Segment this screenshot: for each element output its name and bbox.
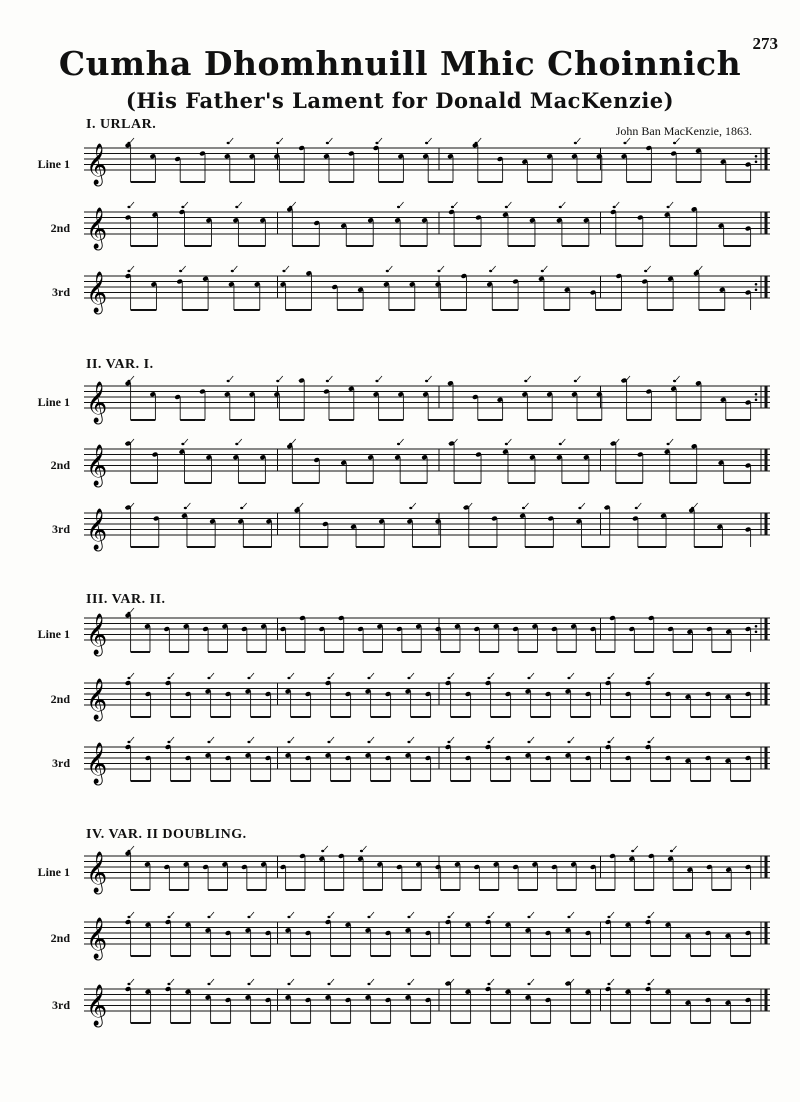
grace-note-flag (491, 979, 494, 983)
treble-clef-icon: 𝄞 (86, 614, 108, 655)
grace-note-flag (508, 202, 511, 206)
grace-note (127, 380, 130, 382)
music-staff (84, 975, 770, 1035)
grace-note-flag (611, 737, 614, 741)
grace-note-flag (329, 138, 332, 142)
grace-note (647, 983, 650, 985)
repeat-dot (755, 393, 758, 396)
grace-note-flag (331, 912, 334, 916)
grace-note (407, 916, 410, 918)
grace-note-flag (171, 979, 174, 983)
grace-note (527, 916, 530, 918)
grace-note-flag (131, 673, 134, 677)
grace-note (522, 507, 525, 509)
grace-note-flag (676, 138, 679, 142)
grace-note-flag (651, 737, 654, 741)
grace-note-flag (371, 912, 374, 916)
section-heading: IV. VAR. II DOUBLING. (86, 827, 247, 842)
grace-note (326, 142, 329, 144)
grace-note (247, 983, 250, 985)
grace-note (167, 983, 170, 985)
grace-note (235, 443, 238, 445)
grace-note-flag (451, 673, 454, 677)
grace-note-flag (131, 138, 134, 142)
grace-note-flag (469, 503, 472, 507)
grace-note-flag (211, 979, 214, 983)
music-staff (84, 499, 770, 559)
grace-note-flag (562, 439, 565, 443)
grace-note (447, 741, 450, 743)
grace-note (127, 142, 130, 144)
repeat-dot (755, 288, 758, 291)
grace-note (127, 916, 130, 918)
treble-clef-icon: 𝄞 (86, 985, 108, 1026)
grace-note (360, 850, 363, 852)
grace-note-flag (627, 138, 630, 142)
grace-note-flag (131, 608, 134, 612)
grace-note-flag (676, 376, 679, 380)
grace-note (505, 443, 508, 445)
treble-clef-icon: 𝄞 (86, 918, 108, 959)
grace-note-flag (291, 737, 294, 741)
grace-note-flag (292, 439, 295, 443)
grace-note (127, 206, 130, 208)
grace-note (207, 677, 210, 679)
grace-note (667, 206, 670, 208)
grace-note-flag (131, 376, 134, 380)
grace-note (327, 983, 330, 985)
grace-note (367, 916, 370, 918)
grace-note-flag (251, 673, 254, 677)
grace-note (407, 677, 410, 679)
grace-note-flag (234, 266, 237, 270)
grace-note (287, 983, 290, 985)
grace-note-flag (577, 138, 580, 142)
grace-note-flag (582, 503, 585, 507)
grace-note (505, 206, 508, 208)
grace-note (437, 270, 440, 272)
grace-note (247, 916, 250, 918)
repeat-dot (755, 625, 758, 628)
music-staff (84, 372, 770, 432)
grace-note (691, 507, 694, 509)
grace-note (578, 507, 581, 509)
grace-note (327, 677, 330, 679)
treble-clef-icon: 𝄞 (86, 852, 108, 893)
grace-note (647, 916, 650, 918)
treble-clef-icon: 𝄞 (86, 509, 108, 550)
grace-note-flag (371, 737, 374, 741)
grace-note (567, 741, 570, 743)
grace-note-flag (300, 503, 303, 507)
grace-note (231, 270, 234, 272)
grace-note-flag (451, 912, 454, 916)
grace-note-flag (525, 503, 528, 507)
music-staff (84, 435, 770, 495)
grace-note (631, 850, 634, 852)
grace-note (673, 142, 676, 144)
grace-note (367, 741, 370, 743)
grace-note-flag (454, 439, 457, 443)
grace-note (167, 741, 170, 743)
grace-note (181, 443, 184, 445)
grace-note-flag (634, 846, 637, 850)
music-staff (84, 908, 770, 968)
grace-note-flag (329, 376, 332, 380)
grace-note-flag (331, 673, 334, 677)
grace-note (167, 677, 170, 679)
grace-note (367, 983, 370, 985)
grace-note (247, 741, 250, 743)
grace-note (276, 142, 279, 144)
grace-note-flag (251, 737, 254, 741)
grace-note-flag (531, 979, 534, 983)
grace-note-flag (291, 979, 294, 983)
grace-note-flag (531, 912, 534, 916)
grace-note (527, 677, 530, 679)
grace-note-flag (292, 202, 295, 206)
grace-note (321, 850, 324, 852)
grace-note-flag (611, 673, 614, 677)
grace-note-flag (286, 266, 289, 270)
grace-note-flag (699, 266, 702, 270)
line-label: 3rd (52, 756, 70, 770)
grace-note-flag (411, 979, 414, 983)
grace-note (527, 983, 530, 985)
grace-note (487, 916, 490, 918)
grace-note (227, 142, 230, 144)
grace-note-flag (131, 912, 134, 916)
grace-note (487, 677, 490, 679)
grace-note-flag (187, 503, 190, 507)
treble-clef-icon: 𝄞 (86, 445, 108, 486)
grace-note (227, 380, 230, 382)
line-label: 3rd (52, 998, 70, 1012)
grace-note (167, 916, 170, 918)
grace-note (524, 380, 527, 382)
grace-note (375, 142, 378, 144)
grace-note-flag (527, 376, 530, 380)
grace-note (559, 443, 562, 445)
grace-note (574, 142, 577, 144)
grace-note (247, 677, 250, 679)
grace-note-flag (185, 439, 188, 443)
grace-note (367, 677, 370, 679)
grace-note (447, 916, 450, 918)
grace-note-flag (647, 266, 650, 270)
grace-note-flag (673, 846, 676, 850)
grace-note (127, 741, 130, 743)
grace-note-flag (131, 202, 134, 206)
grace-note-flag (616, 202, 619, 206)
grace-note-flag (571, 912, 574, 916)
grace-note-flag (324, 846, 327, 850)
grace-note (289, 443, 292, 445)
grace-note-flag (131, 503, 134, 507)
page-title: Cumha Dhomhnuill Mhic Choinnich (58, 44, 742, 83)
grace-note (289, 206, 292, 208)
grace-note (207, 983, 210, 985)
grace-note-flag (279, 376, 282, 380)
grace-note (667, 443, 670, 445)
grace-note (567, 916, 570, 918)
grace-note (425, 380, 428, 382)
grace-note-flag (562, 202, 565, 206)
grace-note-flag (291, 912, 294, 916)
music-staff (84, 669, 770, 729)
grace-note-flag (651, 673, 654, 677)
grace-note (475, 142, 478, 144)
grace-note (559, 206, 562, 208)
treble-clef-icon: 𝄞 (86, 382, 108, 423)
grace-note-flag (428, 376, 431, 380)
repeat-dot (755, 155, 758, 158)
grace-note (326, 380, 329, 382)
treble-clef-icon: 𝄞 (86, 144, 108, 185)
grace-note-flag (171, 737, 174, 741)
grace-note-flag (571, 737, 574, 741)
grace-note (409, 507, 412, 509)
grace-note-flag (211, 912, 214, 916)
grace-note-flag (670, 439, 673, 443)
music-staff (84, 733, 770, 793)
grace-note-flag (379, 138, 382, 142)
grace-note-flag (131, 979, 134, 983)
grace-note (487, 983, 490, 985)
grace-note (127, 850, 130, 852)
repeat-dot (755, 398, 758, 401)
grace-note (287, 916, 290, 918)
grace-note-flag (441, 266, 444, 270)
music-staff (84, 198, 770, 258)
grace-note-flag (571, 673, 574, 677)
grace-note-flag (131, 266, 134, 270)
treble-clef-icon: 𝄞 (86, 743, 108, 784)
grace-note (623, 142, 626, 144)
music-staff (84, 134, 770, 194)
line-label: 3rd (52, 522, 70, 536)
grace-note-flag (531, 673, 534, 677)
grace-note-flag (131, 737, 134, 741)
treble-clef-icon: 𝄞 (86, 272, 108, 313)
grace-note-flag (211, 737, 214, 741)
grace-note (647, 741, 650, 743)
grace-note-flag (651, 979, 654, 983)
grace-note (127, 612, 130, 614)
line-label: Line 1 (37, 157, 70, 171)
line-label: 3rd (52, 285, 70, 299)
grace-note (644, 270, 647, 272)
line-label: 2nd (50, 692, 70, 706)
grace-note (179, 270, 182, 272)
grace-note (613, 206, 616, 208)
grace-note (184, 507, 187, 509)
grace-note-flag (131, 846, 134, 850)
grace-note-flag (185, 202, 188, 206)
grace-note-flag (616, 439, 619, 443)
line-label: Line 1 (37, 865, 70, 879)
grace-note (527, 741, 530, 743)
grace-note-flag (491, 737, 494, 741)
grace-note-flag (411, 673, 414, 677)
grace-note (489, 270, 492, 272)
line-label: Line 1 (37, 627, 70, 641)
music-staff (84, 262, 770, 322)
grace-note-flag (400, 202, 403, 206)
music-staff (84, 842, 770, 902)
grace-note-flag (611, 979, 614, 983)
grace-note-flag (428, 138, 431, 142)
grace-note-flag (279, 138, 282, 142)
grace-note (696, 270, 699, 272)
grace-note-flag (251, 979, 254, 983)
grace-note (673, 380, 676, 382)
grace-note-flag (454, 202, 457, 206)
grace-note (541, 270, 544, 272)
grace-note (670, 850, 673, 852)
grace-note-flag (238, 439, 241, 443)
grace-note (235, 206, 238, 208)
grace-note-flag (363, 846, 366, 850)
grace-note-flag (451, 979, 454, 983)
grace-note-flag (412, 503, 415, 507)
grace-note-flag (171, 673, 174, 677)
grace-note (567, 677, 570, 679)
grace-note-flag (131, 439, 134, 443)
grace-note-flag (371, 673, 374, 677)
grace-note-flag (291, 673, 294, 677)
grace-note-flag (230, 138, 233, 142)
page-subtitle: (His Father's Lament for Donald MacKenzie) (125, 88, 675, 113)
grace-note (607, 741, 610, 743)
grace-note (127, 270, 130, 272)
line-label: 2nd (50, 458, 70, 472)
grace-note-flag (478, 138, 481, 142)
grace-note-flag (544, 266, 547, 270)
grace-note (127, 983, 130, 985)
grace-note-flag (508, 439, 511, 443)
grace-note-flag (491, 673, 494, 677)
treble-clef-icon: 𝄞 (86, 679, 108, 720)
grace-note-flag (571, 979, 574, 983)
grace-note (181, 206, 184, 208)
grace-note (375, 380, 378, 382)
grace-note-flag (171, 912, 174, 916)
grace-note-flag (331, 737, 334, 741)
treble-clef-icon: 𝄞 (86, 208, 108, 249)
grace-note-flag (211, 673, 214, 677)
grace-note-flag (251, 912, 254, 916)
grace-note (296, 507, 299, 509)
grace-note-flag (694, 503, 697, 507)
grace-note (487, 741, 490, 743)
grace-note-flag (243, 503, 246, 507)
repeat-dot (755, 283, 758, 286)
line-label: Line 1 (37, 395, 70, 409)
page-number: 273 (752, 34, 778, 53)
grace-note-flag (611, 912, 614, 916)
music-staff (84, 604, 770, 664)
line-label: 2nd (50, 221, 70, 235)
grace-note-flag (411, 912, 414, 916)
grace-note-flag (651, 912, 654, 916)
grace-note (276, 380, 279, 382)
grace-note-flag (411, 737, 414, 741)
grace-note-flag (491, 912, 494, 916)
grace-note-flag (451, 737, 454, 741)
grace-note (607, 677, 610, 679)
grace-note-flag (531, 737, 534, 741)
grace-note (407, 983, 410, 985)
grace-note (327, 741, 330, 743)
grace-note (287, 677, 290, 679)
grace-note-flag (238, 202, 241, 206)
grace-note (425, 142, 428, 144)
repeat-dot (755, 160, 758, 163)
grace-note (574, 380, 577, 382)
grace-note-flag (371, 979, 374, 983)
grace-note-flag (577, 376, 580, 380)
grace-note (607, 916, 610, 918)
grace-note (207, 916, 210, 918)
grace-note-flag (627, 376, 630, 380)
grace-note-flag (670, 202, 673, 206)
grace-note-flag (400, 439, 403, 443)
grace-note (386, 270, 389, 272)
grace-note-flag (389, 266, 392, 270)
grace-note (451, 206, 454, 208)
grace-note (287, 741, 290, 743)
grace-note (635, 507, 638, 509)
section-heading: II. VAR. I. (86, 357, 154, 372)
grace-note (327, 916, 330, 918)
grace-note-flag (638, 503, 641, 507)
section-heading: III. VAR. II. (86, 592, 166, 607)
grace-note-flag (492, 266, 495, 270)
grace-note-flag (182, 266, 185, 270)
grace-note (397, 443, 400, 445)
repeat-dot (755, 630, 758, 633)
grace-note (447, 677, 450, 679)
grace-note-flag (331, 979, 334, 983)
grace-note (207, 741, 210, 743)
grace-note-flag (230, 376, 233, 380)
grace-note (127, 677, 130, 679)
grace-note (282, 270, 285, 272)
grace-note (397, 206, 400, 208)
grace-note (647, 677, 650, 679)
grace-note (407, 741, 410, 743)
grace-note-flag (379, 376, 382, 380)
grace-note (240, 507, 243, 509)
section-heading: I. URLAR. (86, 117, 157, 132)
composer-credit: John Ban MacKenzie, 1863. (615, 124, 752, 138)
grace-note (607, 983, 610, 985)
line-label: 2nd (50, 931, 70, 945)
